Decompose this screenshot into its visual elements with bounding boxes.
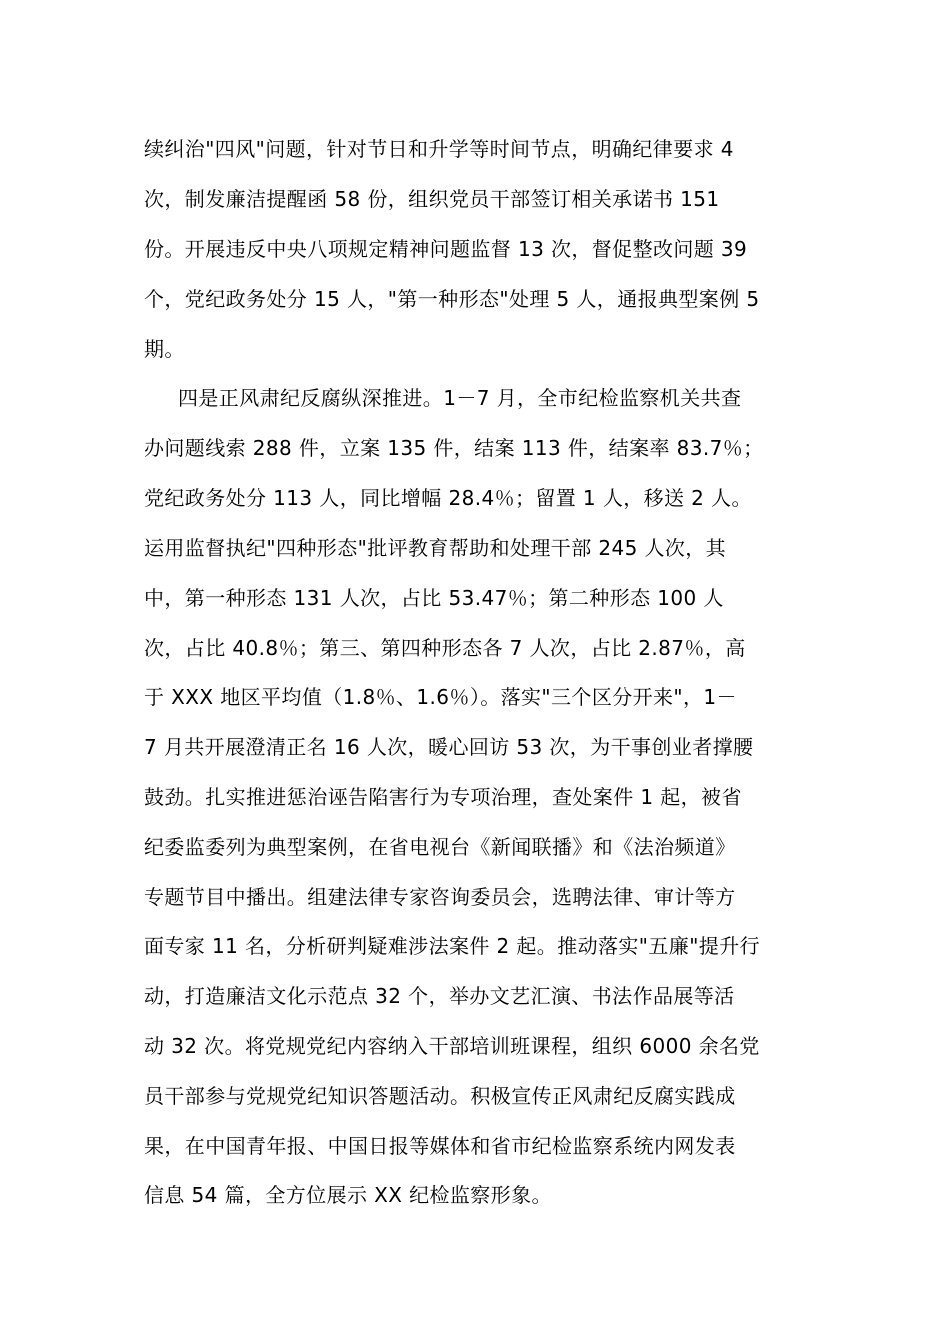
text-line-10: 中，第一种形态 131 人次，占比 53.47％；第二种形态 100 人: [144, 586, 724, 610]
text-line-1: 续纠治"四风"问题，针对节日和升学等时间节点，明确纪律要求 4: [144, 137, 734, 161]
text-line-16: 专题节目中播出。组建法律专家咨询委员会，选聘法律、审计等方: [144, 885, 736, 909]
text-line-21: 果，在中国青年报、中国日报等媒体和省市纪检监察系统内网发表: [144, 1134, 736, 1158]
text-line-8: 党纪政务处分 113 人，同比增幅 28.4％；留置 1 人，移送 2 人。: [144, 486, 752, 510]
text-line-2: 次，制发廉洁提醒函 58 份，组织党员干部签订相关承诺书 151: [144, 187, 720, 211]
text-line-4: 个，党纪政务处分 15 人，"第一种形态"处理 5 人，通报典型案例 5: [144, 287, 760, 311]
text-line-9: 运用监督执纪"四种形态"批评教育帮助和处理干部 245 人次，其: [144, 536, 727, 560]
text-line-15: 纪委监委列为典型案例，在省电视台《新闻联播》和《法治频道》: [144, 835, 736, 859]
text-line-18: 动，打造廉洁文化示范点 32 个，举办文艺汇演、书法作品展等活: [144, 984, 735, 1008]
text-line-20: 员干部参与党规党纪知识答题活动。积极宣传正风肃纪反腐实践成: [144, 1084, 736, 1108]
text-line-17: 面专家 11 名，分析研判疑难涉法案件 2 起。推动落实"五廉"提升行: [144, 934, 761, 958]
text-line-7: 办问题线索 288 件，立案 135 件，结案 113 件，结案率 83.7％；: [144, 436, 764, 460]
text-line-3: 份。开展违反中央八项规定精神问题监督 13 次，督促整改问题 39: [144, 237, 748, 261]
text-line-22: 信息 54 篇，全方位展示 XX 纪检监察形象。: [144, 1183, 552, 1207]
text-line-11: 次，占比 40.8％；第三、第四种形态各 7 人次，占比 2.87％，高: [144, 636, 746, 660]
text-line-19: 动 32 次。将党规党纪内容纳入干部培训班课程，组织 6000 余名党: [144, 1034, 760, 1058]
paragraph-start-line: 四是正风肃纪反腐纵深推进。1－7 月，全市纪检监察机关共查: [178, 386, 742, 410]
text-line-14: 鼓劲。扎实推进惩治诬告陷害行为专项治理，查处案件 1 起，被省: [144, 785, 742, 809]
text-line-5: 期。: [144, 337, 185, 361]
text-line-13: 7 月共开展澄清正名 16 人次，暖心回访 53 次，为干事创业者撑腰: [144, 735, 754, 759]
text-line-12: 于 XXX 地区平均值（1.8％、1.6％）。落实"三个区分开来"，1－: [144, 685, 737, 709]
